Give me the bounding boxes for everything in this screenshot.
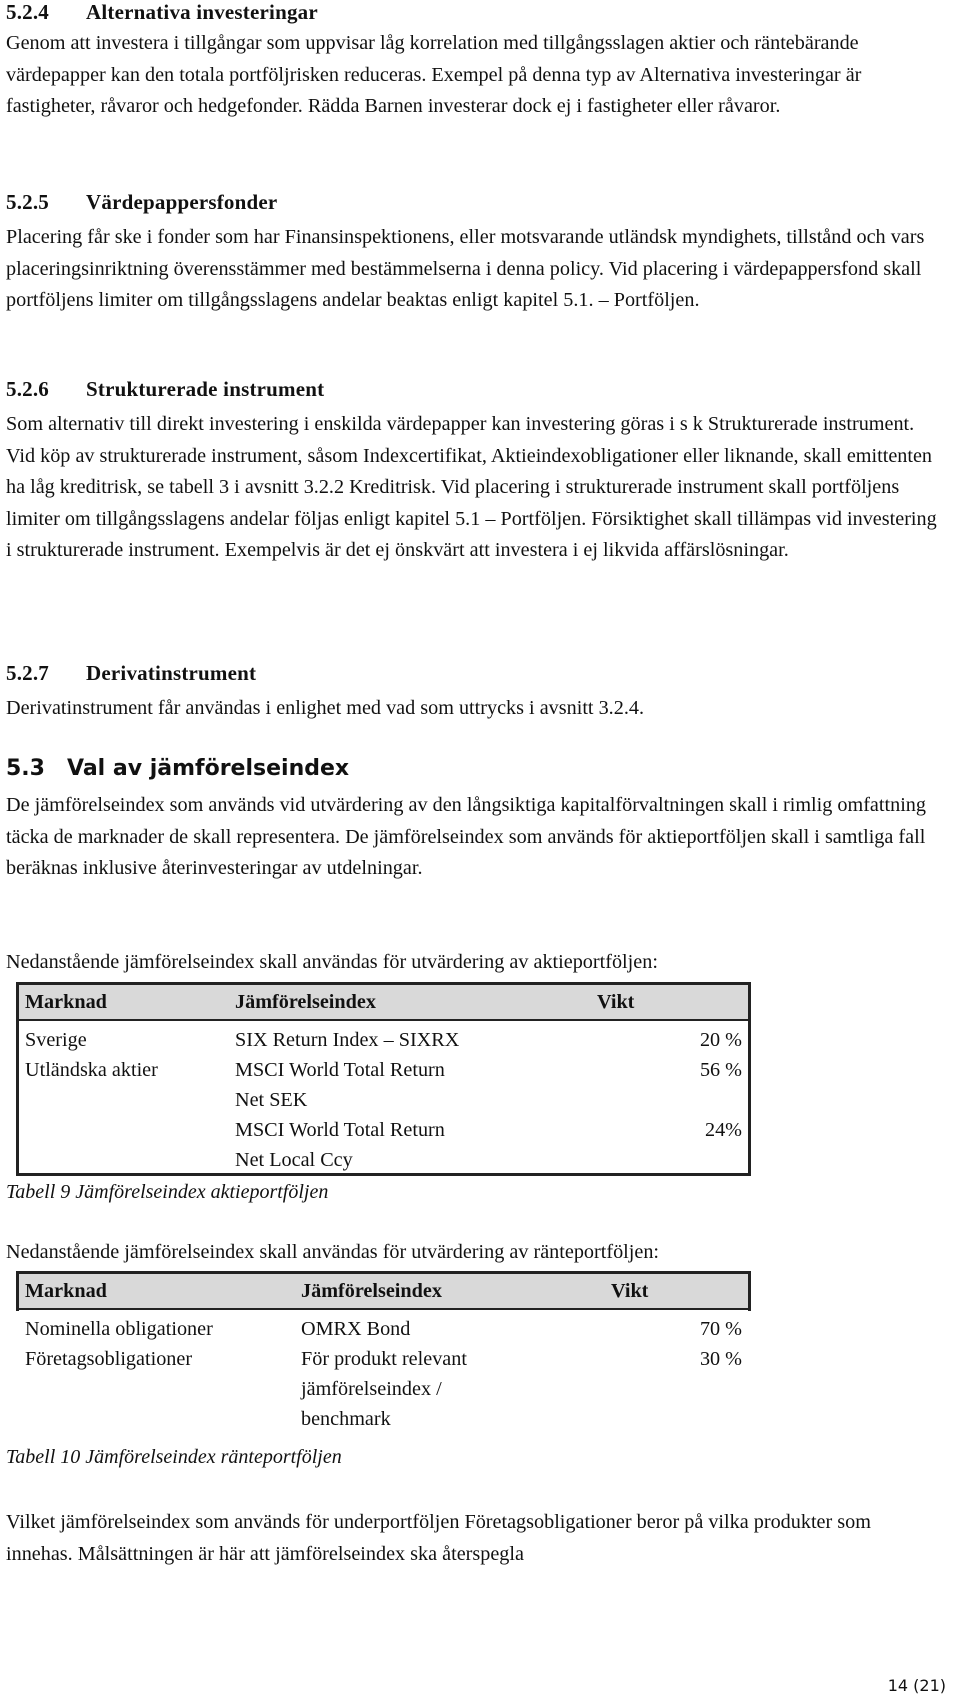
table-row [19, 1085, 748, 1115]
section-5-2-7 [6, 659, 946, 725]
cell-weight [559, 1145, 748, 1175]
table-row [19, 1374, 748, 1404]
header-market: Marknad [19, 1274, 295, 1309]
cell-weight [559, 1085, 748, 1115]
cell-market [19, 1085, 229, 1115]
cell-index: För produkt relevant [301, 1348, 467, 1370]
section-title: Värdepappersfonder [86, 190, 278, 214]
table-row [19, 1055, 748, 1085]
table10-caption: Tabell 10 Jämförelseindex ränteportföljen [6, 1446, 342, 1468]
cell-index: OMRX Bond [301, 1318, 411, 1340]
cell-market: Företagsobligationer [25, 1348, 193, 1370]
table-row [19, 1020, 748, 1055]
section-number: 5.2.5 [6, 190, 49, 214]
cell-index: MSCI World Total Return [235, 1119, 445, 1141]
table9 [19, 985, 748, 1175]
cell-index: MSCI World Total Return [235, 1059, 445, 1081]
table-row [19, 1344, 748, 1374]
table9-intro: Nedanstående jämförelseindex skall användas för utvärdering av aktieportföljen: [6, 951, 658, 973]
section-5-2-6 [6, 375, 946, 567]
header-index: Jämförelseindex [229, 985, 559, 1020]
section-heading [6, 0, 946, 26]
section-title: Val av jämförelseindex [67, 756, 350, 781]
cell-index: Net SEK [235, 1089, 308, 1111]
section-body: Som alternativ till direkt investering i enskilda värdepapper kan investering göras i s k Strukturerade instrument. Vid köp av strukturerade instrument, såsom Indexcertifikat, Aktieindexobligationer eller liknande, skall emittenten ha låg kreditrisk, se tabell 3 i avsnitt 3.2.2 Kreditrisk. Vid placering i strukturerade instrument skall portföljens limiter om tillgångsslagens andelar följas enligt kapitel 5.1 – Portföljen. Försiktighet skall tillämpas vid investering i strukturerade instrument. Exempelvis är det ej önskvärt att investera i ej likvida affärslösningar. [6, 413, 937, 561]
table-row [19, 1115, 748, 1145]
section-body: Genom att investera i tillgångar som uppvisar låg korrelation med tillgångsslagen aktier och räntebärande värdepapper kan den totala portföljrisken reduceras. Exempel på denna typ av Alternativa investeringar är fastigheter, råvaror och hedgefonder. Rädda Barnen investerar dock ej i fastigheter eller råvaror. [6, 32, 862, 117]
cell-weight [605, 1404, 748, 1434]
table9-caption: Tabell 9 Jämförelseindex aktieportföljen [6, 1181, 329, 1203]
section-body: Derivatinstrument får användas i enlighet med vad som uttrycks i avsnitt 3.2.4. [6, 697, 645, 719]
table10 [19, 1274, 748, 1434]
section-heading [6, 188, 946, 216]
section-body: De jämförelseindex som används vid utvärdering av den långsiktiga kapitalförvaltningen skall i rimlig omfattning täcka de marknader de skall representera. De jämförelseindex som används för aktieportföljen skall i samtliga fall beräknas inklusive återinvesteringar av utdelningar. [6, 794, 926, 879]
cell-market [19, 1374, 295, 1404]
cell-market [19, 1145, 229, 1175]
cell-weight: 56 % [699, 1059, 742, 1081]
header-market: Marknad [19, 985, 229, 1020]
section-title: Derivatinstrument [86, 661, 257, 685]
section-5-2-4 [6, 0, 946, 123]
cell-market: Nominella obligationer [25, 1318, 213, 1340]
cell-index: benchmark [301, 1408, 391, 1430]
cell-market: Utländska aktier [25, 1059, 158, 1081]
cell-weight: 30 % [699, 1348, 742, 1370]
table-row [19, 1309, 748, 1344]
section-number: 5.2.4 [6, 0, 49, 24]
header-index: Jämförelseindex [295, 1274, 605, 1309]
cell-weight [605, 1374, 748, 1404]
section-5-2-5 [6, 188, 946, 317]
cell-index: jämförelseindex / [301, 1378, 442, 1400]
cell-index: Net Local Ccy [235, 1149, 353, 1171]
table10-intro: Nedanstående jämförelseindex skall användas för utvärdering av ränteportföljen: [6, 1241, 660, 1263]
cell-market [19, 1404, 295, 1434]
section-number: 5.3 [6, 756, 45, 781]
section-body: Placering får ske i fonder som har Finansinspektionens, eller motsvarande utländsk myndighets, tillstånd och vars placeringsinriktning överensstämmer med bestämmelserna i denna policy. Vid placering i värdepappersfond skall portföljens limiter om tillgångsslagens andelar beaktas enligt kapitel 5.1. – Portföljen. [6, 226, 925, 311]
cell-weight: 24% [704, 1119, 742, 1141]
table-row [19, 1404, 748, 1434]
section-title: Strukturerade instrument [86, 377, 325, 401]
section-title: Alternativa investeringar [86, 0, 318, 24]
section-heading [6, 659, 946, 687]
cell-weight: 70 % [699, 1318, 742, 1340]
cell-market: Sverige [25, 1029, 87, 1051]
section-heading [6, 375, 946, 403]
section-number: 5.2.7 [6, 661, 49, 685]
cell-market [19, 1115, 229, 1145]
header-weight: Vikt [605, 1274, 748, 1309]
section-5-3 [6, 754, 946, 885]
section-number: 5.2.6 [6, 377, 49, 401]
table-row [19, 1145, 748, 1175]
table-header-row [19, 985, 748, 1020]
cell-index: SIX Return Index – SIXRX [235, 1029, 460, 1051]
closing-paragraph: Vilket jämförelseindex som används för underportföljen Företagsobligationer beror på vilka produkter som innehas. Målsättningen är här att jämförelseindex ska återspegla [6, 1511, 871, 1565]
page-number: 14 (21) [887, 1676, 946, 1695]
section-heading [6, 754, 946, 784]
header-weight: Vikt [559, 985, 748, 1020]
cell-weight: 20 % [699, 1029, 742, 1051]
table-header-row [19, 1274, 748, 1309]
